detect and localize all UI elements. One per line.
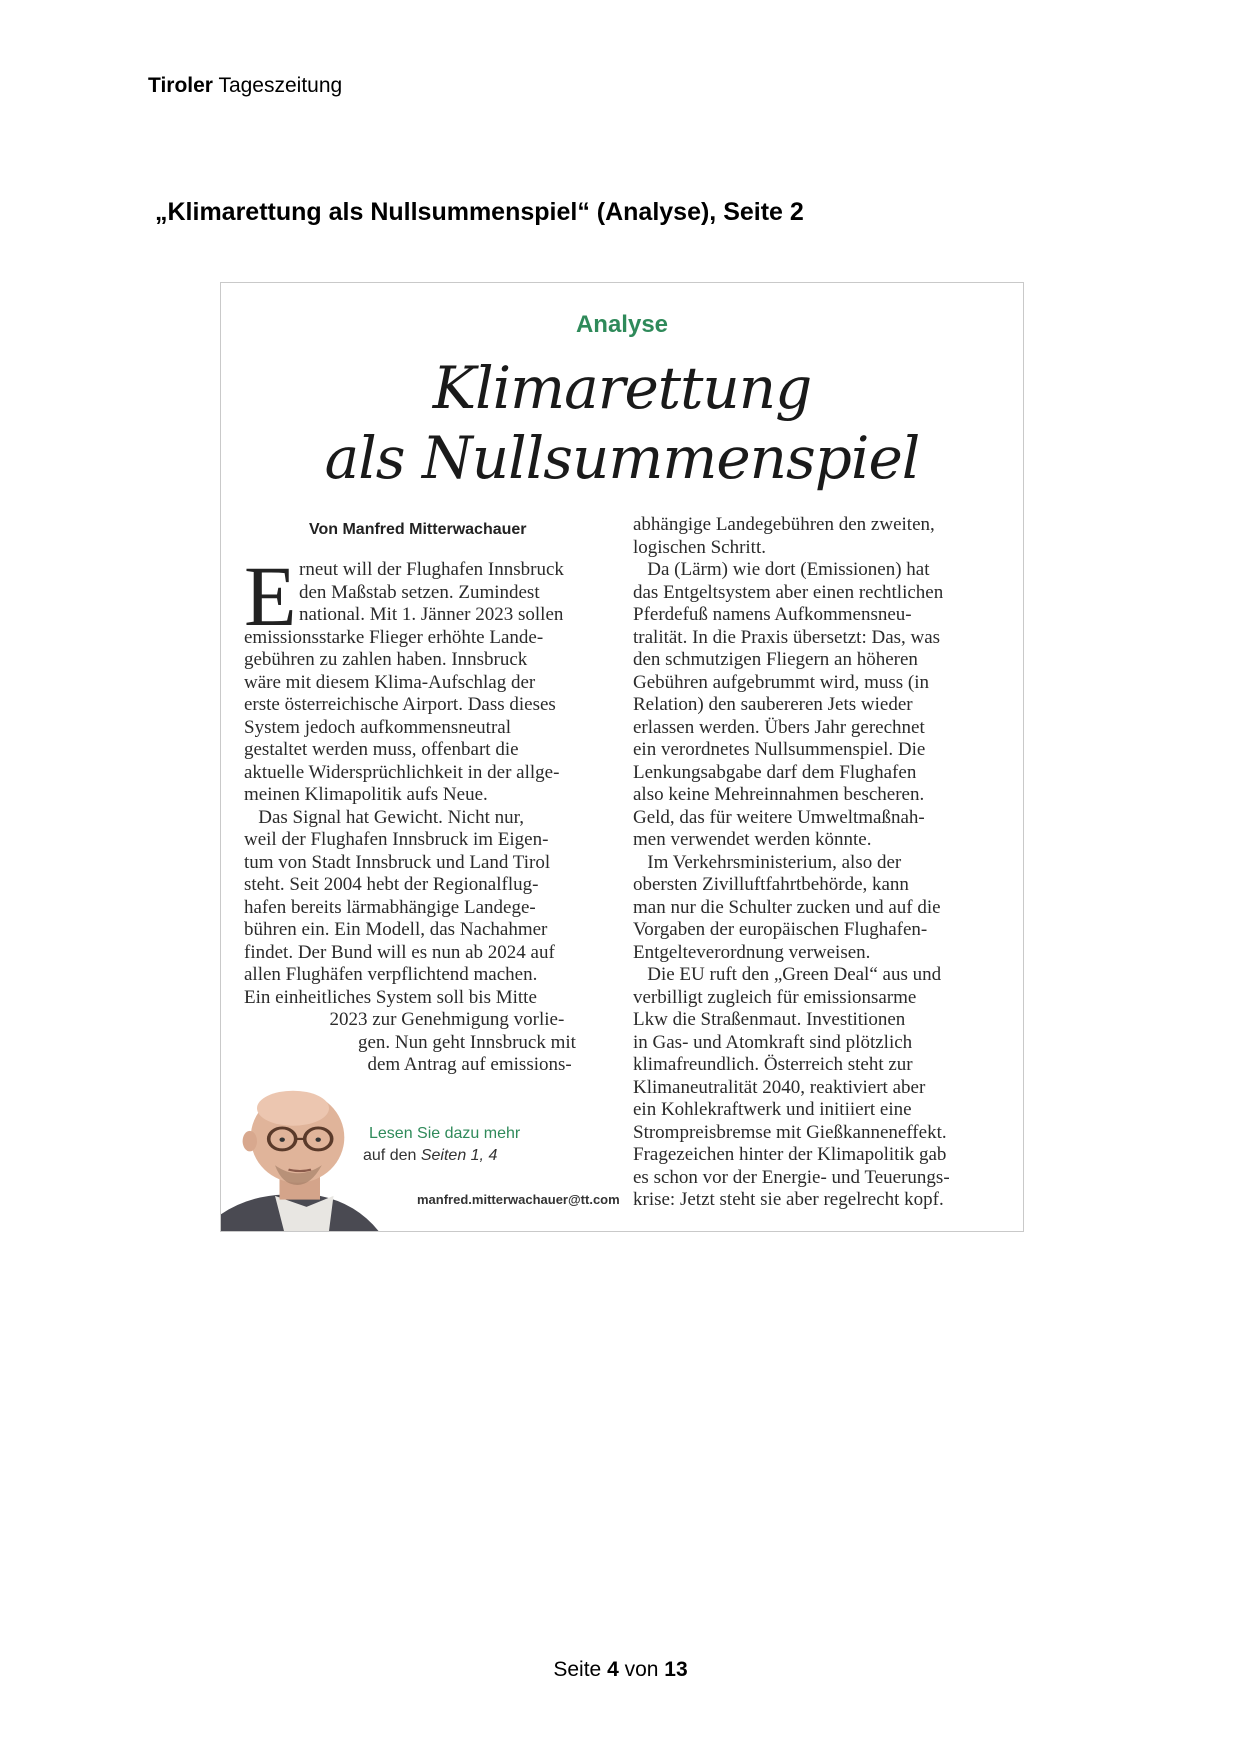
article-line: ein verordnetes Nullsummenspiel. Die xyxy=(633,739,926,760)
article-line: das Entgeltsystem aber einen rechtlichen xyxy=(633,581,944,603)
article-line: Fragezeichen hinter der Klimapolitik gab xyxy=(633,1144,947,1165)
article-line: man nur die Schulter zucken und auf die xyxy=(633,896,941,918)
current-page: 4 xyxy=(607,1658,619,1681)
drop-cap: E xyxy=(244,548,297,644)
article-line: klimafreundlich. Österreich steht zur xyxy=(633,1054,913,1075)
article-clipping xyxy=(220,282,1024,1232)
article-line: Entgelteverordnung verweisen. xyxy=(633,941,871,963)
article-kicker: Analyse xyxy=(575,311,669,338)
article-line: den Maßstab setzen. Zumindest xyxy=(299,581,540,603)
article-line: in Gas- und Atomkraft sind plötzlich xyxy=(633,1031,913,1053)
article-line: Pferdefuß namens Aufkommensneu- xyxy=(633,604,912,625)
article-line: Lenkungsabgabe darf dem Flughafen xyxy=(633,761,917,783)
footer-sep: von xyxy=(624,1658,659,1681)
article-line: es schon vor der Energie- und Teuerungs- xyxy=(633,1166,950,1188)
article-line: Lkw die Straßenmaut. Investitionen xyxy=(633,1009,906,1030)
article-line: Klimaneutralität 2040, reaktiviert aber xyxy=(633,1076,926,1098)
article-line: erlassen werden. Übers Jahr gerechnet xyxy=(633,716,925,738)
article-line: men verwendet werden könnte. xyxy=(633,829,872,850)
article-line: Das Signal hat Gewicht. Nicht nur, xyxy=(244,806,524,828)
read-more-label: Lesen Sie dazu mehr xyxy=(369,1125,521,1142)
article-line: also keine Mehreinnahmen bescheren. xyxy=(633,784,925,805)
article-line: Im Verkehrsministerium, also der xyxy=(633,851,902,873)
author-email: manfred.mitterwachauer@tt.com xyxy=(417,1192,620,1207)
byline: Von Manfred Mitterwachauer xyxy=(309,521,527,538)
article-line: tum von Stadt Innsbruck und Land Tirol xyxy=(244,851,551,873)
article-line: hafen bereits lärmabhängige Landege- xyxy=(244,896,536,918)
article-line: tralität. In die Praxis übersetzt: Das, was xyxy=(633,626,941,648)
read-more-pages xyxy=(363,1147,497,1165)
article-line: Die EU ruft den „Green Deal“ aus und xyxy=(633,964,942,985)
article-headline xyxy=(221,353,1023,493)
footer-prefix: Seite xyxy=(553,1658,602,1681)
article-line: Geld, das für weitere Umweltmaßnah- xyxy=(633,806,925,828)
article-line: Relation) den saubereren Jets wieder xyxy=(633,694,913,715)
article-line: Strompreisbremse mit Gießkanneneffekt. xyxy=(633,1121,947,1143)
article-line: krise: Jetzt steht sie aber regelrecht kopf. xyxy=(633,1189,944,1210)
article-line: abhängige Landegebühren den zweiten, xyxy=(633,514,935,535)
document-title: „Klimarettung als Nullsummenspiel“ (Analyse), Seite 2 xyxy=(155,198,804,226)
headline-line-2: als Nullsummenspiel xyxy=(324,424,920,492)
brand-bold: Tiroler xyxy=(148,74,213,97)
article-line: dem Antrag auf emissions- xyxy=(244,1054,572,1075)
article-line: gen. Nun geht Innsbruck mit xyxy=(244,1031,576,1053)
article-line: emissionsstarke Flieger erhöhte Lande- xyxy=(244,626,544,648)
total-pages: 13 xyxy=(664,1658,688,1681)
article-line: obersten Zivilluftfahrtbehörde, kann xyxy=(633,874,909,895)
article-line: steht. Seit 2004 hebt der Regionalflug- xyxy=(244,874,539,895)
article-line: Ein einheitliches System soll bis Mitte xyxy=(244,986,537,1008)
read-more-prefix: auf den xyxy=(363,1147,417,1164)
article-line: meinen Klimapolitik aufs Neue. xyxy=(244,784,488,805)
article-line: erste österreichische Airport. Dass dieses xyxy=(244,694,556,715)
article-line: wäre mit diesem Klima-Aufschlag der xyxy=(244,671,536,693)
newspaper-brand xyxy=(148,74,342,98)
article-line: System jedoch aufkommensneutral xyxy=(244,716,511,738)
article-right-column xyxy=(633,514,950,1212)
article-line: Gebühren aufgebrummt wird, muss (in xyxy=(633,671,930,693)
article-line: gebühren zu zahlen haben. Innsbruck xyxy=(244,649,528,670)
article-line: Da (Lärm) wie dort (Emissionen) hat xyxy=(633,559,930,580)
article-line: ein Kohlekraftwerk und initiiert eine xyxy=(633,1099,912,1120)
article-line: weil der Flughafen Innsbruck im Eigen- xyxy=(244,829,549,850)
article-line: Vorgaben der europäischen Flughafen- xyxy=(633,919,928,940)
read-more-page-numbers: Seiten 1, 4 xyxy=(420,1147,498,1164)
headline-line-1: Klimarettung xyxy=(432,354,812,422)
page-footer xyxy=(0,1658,1241,1682)
article-left-column xyxy=(244,548,576,1077)
article-line: allen Flughäfen verpflichtend machen. xyxy=(244,964,538,985)
article-line: den schmutzigen Fliegern an höheren xyxy=(633,649,918,670)
article-line: gestaltet werden muss, offenbart die xyxy=(244,739,519,760)
article-line: logischen Schritt. xyxy=(633,536,766,558)
article-line: aktuelle Widersprüchlichkeit in der allge- xyxy=(244,761,560,783)
article-line: bühren ein. Ein Modell, das Nachahmer xyxy=(244,919,548,940)
article-line: findet. Der Bund will es nun ab 2024 auf xyxy=(244,941,555,963)
article-line: verbilligt zugleich für emissionsarme xyxy=(633,986,917,1008)
article-line: national. Mit 1. Jänner 2023 sollen xyxy=(299,604,564,625)
article-line: rneut will der Flughafen Innsbruck xyxy=(299,559,564,580)
article-line: 2023 zur Genehmigung vorlie- xyxy=(244,1009,565,1030)
brand-rest: Tageszeitung xyxy=(218,74,343,97)
